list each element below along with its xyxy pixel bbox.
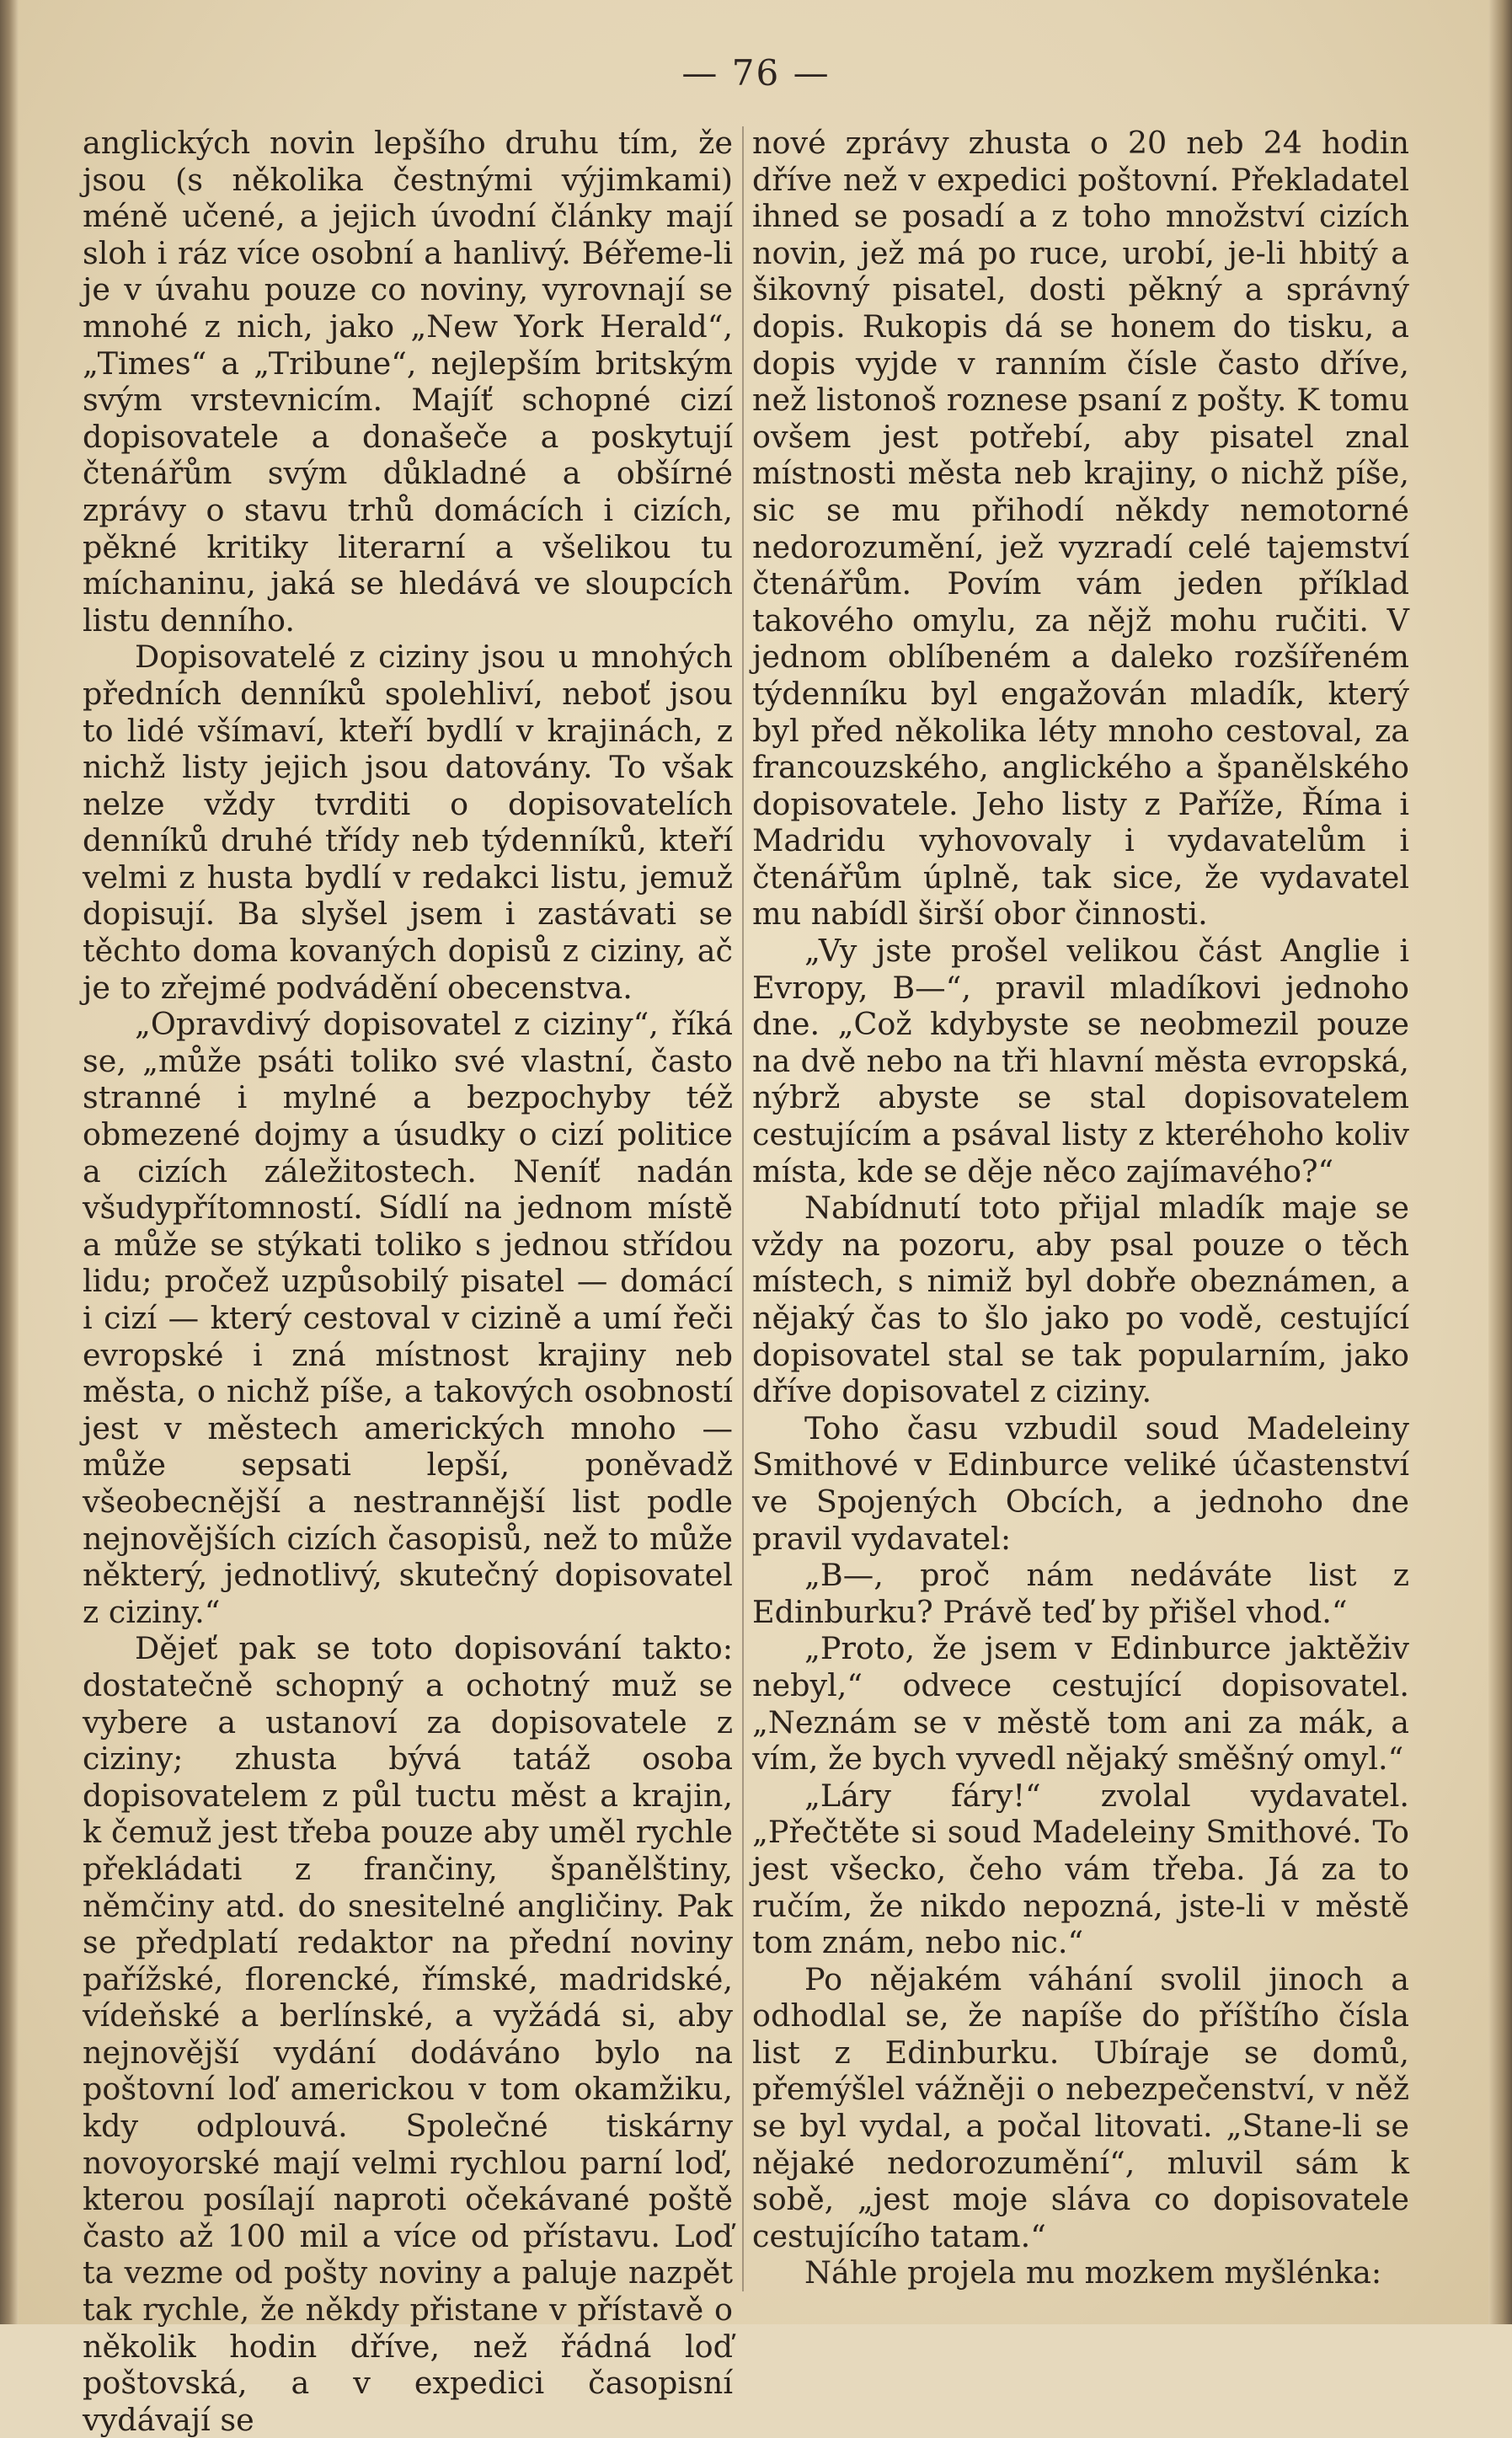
left-column	[83, 125, 733, 2438]
paragraph: „Opravdivý dopisovatel z ciziny“, říká se, „může psáti toliko své vlastní, často stranné i mylné a bezpochyby též obmezené dojmy a úsudky o cizí politice a cizích záležitostech. Neníť nadán všudypřítomností. Sídlí na jednom místě a může se stýkati toliko s jednou střídou lidu; pročež uzpůsobilý pisatel — domácí i cizí — který cestoval v cizině a umí řeči evropské i zná místnost krajiny neb města, o nichž píše, a takových osobností jest v městech amerických mnoho — může sepsati lepší, poněvadž všeobecnější a nestrannější list podle nejnovějších cizích časopisů, než to může některý, jednotlivý, skutečný dopisovatel z ciziny.“	[83, 1006, 733, 1630]
paragraph: Nabídnutí toto přijal mladík maje se vždy na pozoru, aby psal pouze o těch místech, s nimiž byl dobře obeznámen, a nějaký čas to šlo jako po vodě, cestující dopisovatel stal se tak popularním, jako dříve dopisovatel z ciziny.	[752, 1190, 1409, 1410]
page-edge-left	[0, 0, 19, 2324]
paragraph: Dějeť pak se toto dopisování takto: dostatečně schopný a ochotný muž se vybere a ustanoví za dopisovatele z ciziny; zhusta bývá tatáž osoba dopisovatelem z půl tuctu měst a krajin, k čemuž jest třeba pouze aby uměl rychle překládati z frančiny, španělštiny, němčiny atd. do snesitelné angličiny. Pak se předplatí redaktor na přední noviny pařížské, florencké, římské, madridské, vídeňské a berlínské, a vyžádá si, aby nejnovější vydání dodáváno bylo na poštovní loď americkou v tom okamžiku, kdy odplouvá. Společné tiskárny novoyorské mají velmi rychlou parní loď, kterou posílají naproti očekávané poště často až 100 mil a více od přístavu. Loď ta vezme od pošty noviny a paluje nazpět tak rychle, že někdy přistane v přístavě o několik hodin dříve, než řádná loď poštovská, a v expedici časopisní vydávají se	[83, 1630, 733, 2438]
page-edge-right	[1488, 0, 1512, 2324]
paragraph: anglických novin lepšího druhu tím, že jsou (s několika čestnými výjimkami) méně učené, a jejich úvodní články mají sloh i ráz více osobní a hanlivý. Béřeme-li je v úvahu pouze co noviny, vyrovnají se mnohé z nich, jako „New York Herald“, „Times“ a „Tribune“, nejlepším britským svým vrstevnicím. Majíť schopné cizí dopisovatele a donašeče a poskytují čtenářům svým důkladné a obšírné zprávy o stavu trhů domácích i cizích, pěkné kritiky literarní a všelikou tu míchaninu, jaká se hledává ve sloupcích listu denního.	[83, 125, 733, 639]
column-divider	[742, 126, 744, 2291]
paragraph: nové zprávy zhusta o 20 neb 24 hodin dříve než v expedici poštovní. Překladatel ihned se posadí a z toho množství cizích novin, jež má po ruce, urobí, je-li hbitý a šikovný pisatel, dosti pěkný a správný dopis. Rukopis dá se honem do tisku, a dopis vyjde v ranním čísle často dříve, než listonoš roznese psaní z pošty. K tomu ovšem jest potřebí, aby pisatel znal místnosti města neb krajiny, o nichž píše, sic se mu přihodí někdy nemotorné nedorozumění, jež vyzradí celé tajemství čtenářům. Povím vám jeden příklad takového omylu, za nějž mohu ručiti. V jednom oblíbeném a daleko rozšířeném týdenníku byl engažován mladík, který byl před několika léty mnoho cestoval, za francouzského, anglického a španělského dopisovatele. Jeho listy z Paříže, Říma i Madridu vyhovovaly i vydavatelům i čtenářům úplně, tak sice, že vydavatel mu nabídl širší obor činnosti.	[752, 125, 1409, 933]
right-column	[752, 125, 1409, 2291]
page-number: — 76 —	[681, 52, 831, 94]
paragraph: „Proto, že jsem v Edinburce jaktěživ nebyl,“ odvece cestující dopisovatel. „Neznám se v městě tom ani za mák, a vím, že bych vyvedl nějaký směšný omyl.“	[752, 1630, 1409, 1778]
paragraph: Po nějakém váhání svolil jinoch a odhodlal se, že napíše do příštího čísla list z Edinburku. Ubíraje se domů, přemýšlel vážněji o nebezpečenství, v něž se byl vydal, a počal litovati. „Stane-li se nějaké nedorozumění“, mluvil sám k sobě, „jest moje sláva co dopisovatele cestujícího tatam.“	[752, 1960, 1409, 2254]
paragraph: „B—, proč nám nedáváte list z Edinburku? Právě teď by přišel vhod.“	[752, 1557, 1409, 1630]
paragraph: Náhle projela mu mozkem myšlénka:	[804, 2254, 1382, 2291]
paragraph: Toho času vzbudil soud Madeleiny Smithové v Edinburce veliké účastenství ve Spojených Obcích, a jednoho dne pravil vydavatel:	[752, 1409, 1409, 1557]
paragraph: „Vy jste prošel velikou část Anglie i Evropy, B—“, pravil mladíkovi jednoho dne. „Což kdybyste se neobmezil pouze na dvě nebo na tři hlavní města evropská, nýbrž abyste se stal dopisovatelem cestujícím a psával listy z kteréhoho koliv místa, kde se děje něco zajímavého?“	[752, 933, 1409, 1190]
paragraph: „Láry fáry!“ zvolal vydavatel. „Přečtěte si soud Madeleiny Smithové. To jest všecko, čeho vám třeba. Já za to ručím, že nikdo nepozná, jste-li v městě tom znám, nebo nic.“	[752, 1777, 1409, 1961]
paragraph: Dopisovatelé z ciziny jsou u mnohých předních denníků spolehliví, neboť jsou to lidé všímaví, kteří bydlí v krajinách, z nichž listy jejich jsou datovány. To však nelze vždy tvrditi o dopisovatelích denníků druhé třídy neb týdenníků, kteří velmi z husta bydlí v redakci listu, jemuž dopisují. Ba slyšel jsem i zastávati se těchto doma kovaných dopisů z ciziny, ač je to zřejmé podvádění obecenstva.	[83, 639, 733, 1006]
